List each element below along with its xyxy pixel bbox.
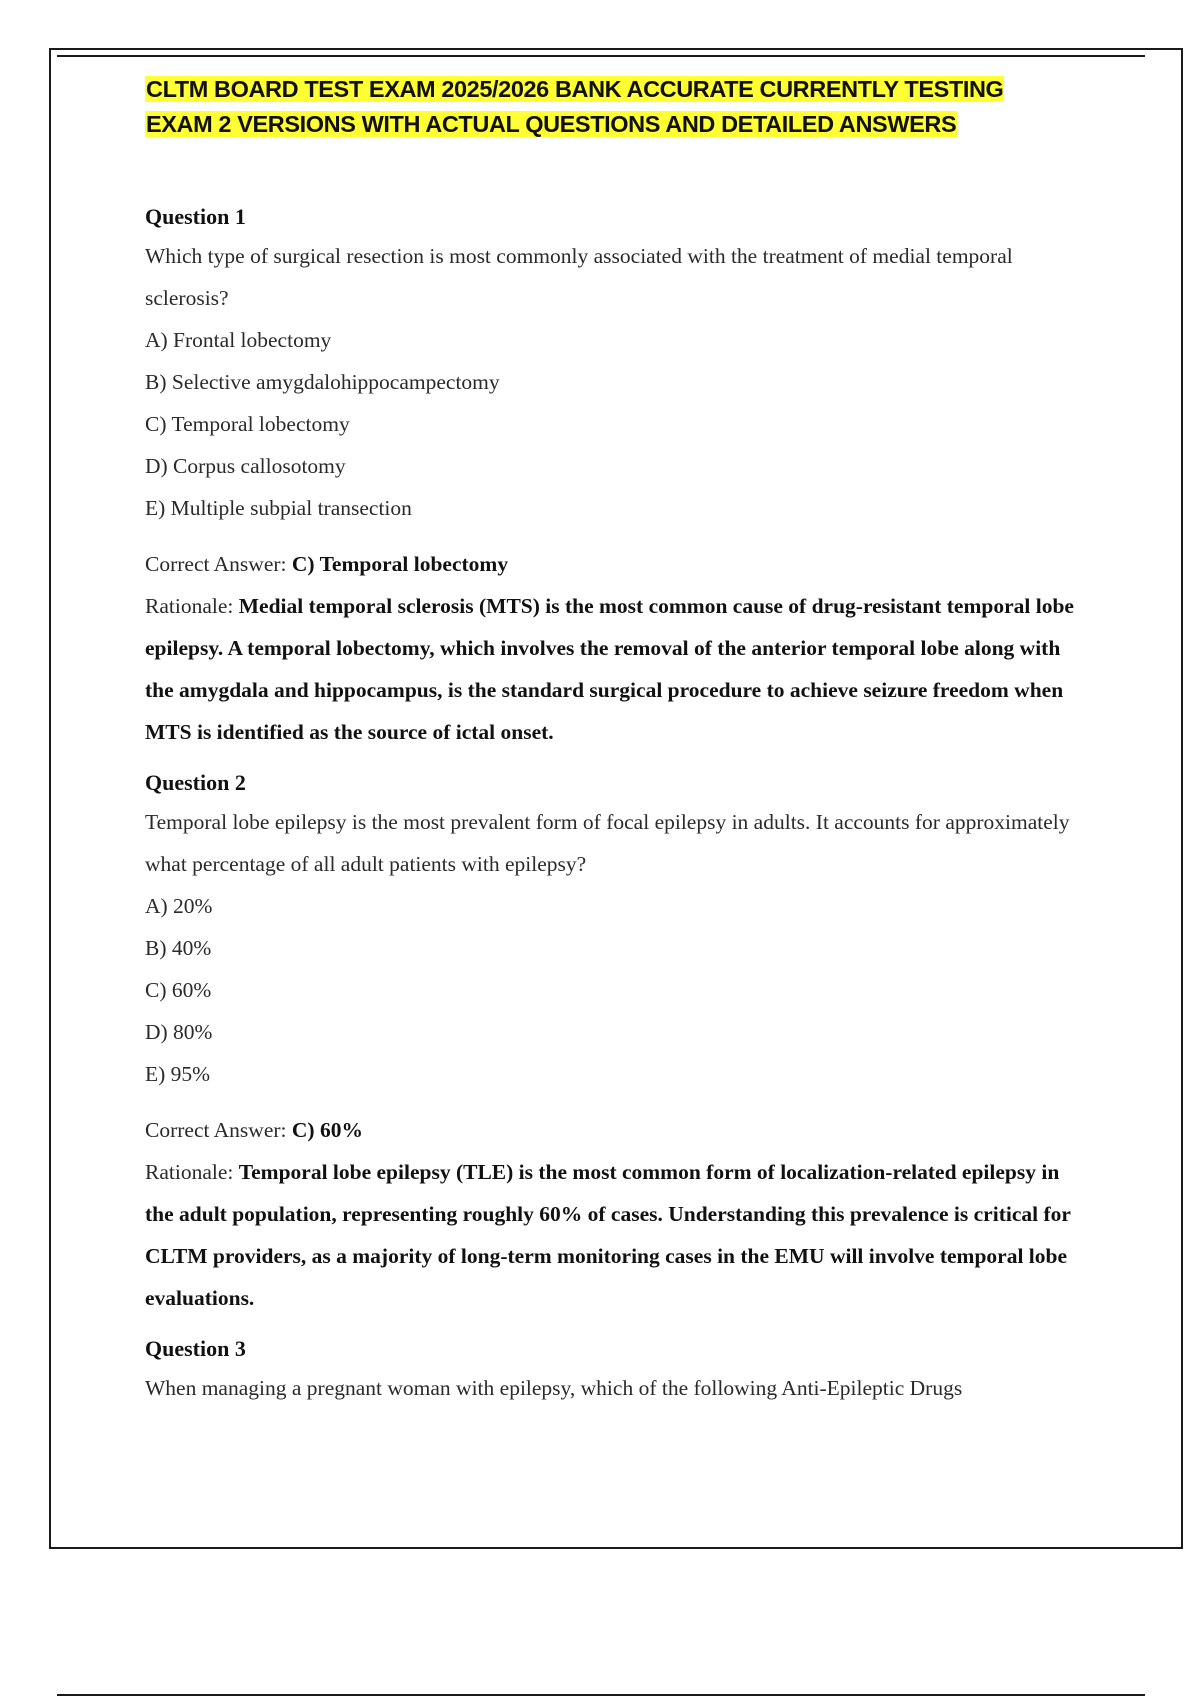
rationale-label: Rationale:	[145, 594, 234, 618]
title-line-2: EXAM 2 VERSIONS WITH ACTUAL QUESTIONS AND DETAILED ANSWERS	[146, 111, 957, 137]
option-c: C) Temporal lobectomy	[145, 412, 350, 436]
correct-answer	[145, 543, 1090, 585]
option-a: A) Frontal lobectomy	[145, 328, 332, 352]
question-block-3	[145, 1335, 1090, 1409]
document-body	[145, 72, 1090, 1409]
answer-label: Correct Answer:	[145, 1118, 287, 1142]
question-stem: When managing a pregnant woman with epilepsy, which of the following Anti-Epileptic Drugs	[145, 1376, 963, 1400]
rationale	[145, 585, 1090, 753]
question-stem: Temporal lobe epilepsy is the most prevalent form of focal epilepsy in adults. It accounts for approximately what percentage of all adult patients with epilepsy?	[145, 810, 1070, 876]
option-d: D) Corpus callosotomy	[145, 454, 346, 478]
question-block-2	[145, 769, 1090, 1319]
bottom-rule	[57, 1694, 1145, 1696]
rationale-label: Rationale:	[145, 1160, 234, 1184]
answer-value: C) 60%	[291, 1118, 363, 1142]
document-title	[145, 72, 1090, 142]
correct-answer	[145, 1109, 1090, 1151]
top-rule	[57, 55, 1145, 57]
title-line-1: CLTM BOARD TEST EXAM 2025/2026 BANK ACCURATE CURRENTLY TESTING	[146, 76, 1004, 102]
option-b: B) Selective amygdalohippocampectomy	[145, 370, 500, 394]
rationale-text: Medial temporal sclerosis (MTS) is the most common cause of drug-resistant temporal lobe epilepsy. A temporal lobectomy, which involves the removal of the anterior temporal lobe along with the amygdala and hippocampus, is the standard surgical procedure to achieve seizure freedom when MTS is identified as the source of ictal onset.	[145, 594, 1074, 744]
question-heading: Question 3	[145, 1336, 246, 1361]
answer-value: C) Temporal lobectomy	[291, 552, 509, 576]
answer-label: Correct Answer:	[145, 552, 287, 576]
question-block-1	[145, 203, 1090, 753]
option-a: A) 20%	[145, 894, 213, 918]
rationale-text: Temporal lobe epilepsy (TLE) is the most common form of localization-related epilepsy in the adult population, representing roughly 60% of cases. Understanding this prevalence is critical for CLTM providers, as a majority of long-term monitoring cases in the EMU will involve temporal lobe evaluations.	[145, 1160, 1071, 1310]
option-e: E) Multiple subpial transection	[145, 496, 412, 520]
option-d: D) 80%	[145, 1020, 213, 1044]
question-heading: Question 2	[145, 770, 246, 795]
question-heading: Question 1	[145, 204, 246, 229]
option-e: E) 95%	[145, 1062, 211, 1086]
option-c: C) 60%	[145, 978, 212, 1002]
option-b: B) 40%	[145, 936, 212, 960]
question-stem: Which type of surgical resection is most commonly associated with the treatment of medial temporal sclerosis?	[145, 244, 1013, 310]
rationale	[145, 1151, 1090, 1319]
